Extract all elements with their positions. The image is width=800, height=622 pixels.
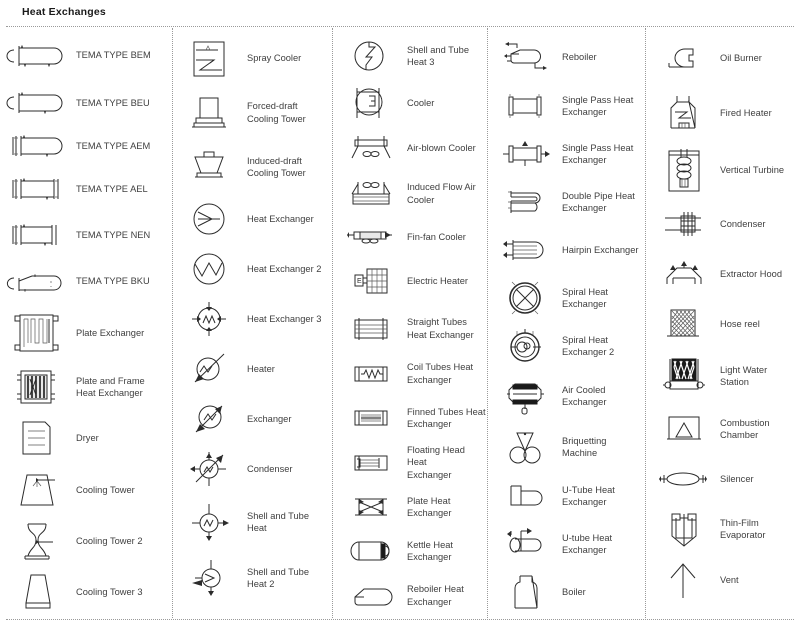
stencil-item-label: Vertical Turbine	[720, 164, 785, 175]
stencil-item-label: TEMA TYPE AEL	[76, 183, 148, 194]
stencil-item-label: Reboiler	[562, 51, 597, 62]
stencil-item-label: U-tube Heat Exchanger	[562, 532, 613, 555]
stencil-item-spray-cooler[interactable]	[173, 32, 332, 85]
combustion-chamber-icon	[654, 412, 714, 446]
stencil-item-label: Forced-draft Cooling Tower	[247, 101, 306, 124]
spiral-heat-exchanger-icon	[496, 278, 556, 318]
stencil-item-cooling-tower-3[interactable]	[0, 567, 172, 618]
tema-type-ael-icon	[8, 176, 70, 202]
stencil-item-label: Heat Exchanger	[247, 213, 314, 224]
stencil-item-air-cooled-exchanger[interactable]	[488, 370, 645, 422]
reboiler-heat-exchanger-icon	[341, 582, 401, 610]
plate-and-frame-heat-exchanger-icon	[8, 366, 70, 408]
stencil-item-spiral-heat-exchanger-2[interactable]	[488, 322, 645, 370]
stencil-item-label: Air Cooled Exchanger	[562, 384, 607, 407]
stencil-item-label: Vent	[720, 574, 739, 585]
stencil-item-single-pass-heat-exchanger-2[interactable]	[488, 130, 645, 178]
stencil-item-label: Exchanger	[247, 413, 292, 424]
stencil-item-plate-and-frame-heat-exchanger[interactable]	[0, 362, 172, 413]
stencil-item-label: Condenser	[720, 218, 766, 229]
stencil-item-cooling-tower[interactable]	[0, 464, 172, 515]
stencil-item-straight-tubes-heat-exchanger[interactable]	[333, 306, 487, 352]
stencil-item-label: Coil Tubes Heat Exchanger	[407, 362, 474, 385]
stencil-item-label: TEMA TYPE AEM	[76, 141, 151, 152]
stencil-item-label: Hairpin Exchanger	[562, 244, 639, 255]
stencil-item-briquetting-machine[interactable]	[488, 422, 645, 472]
hairpin-exchanger-icon	[496, 235, 556, 265]
stencil-item-label: Air-blown Cooler	[407, 143, 476, 154]
stencil-item-label: Kettle Heat Exchanger	[407, 539, 453, 563]
dryer-icon	[8, 418, 70, 458]
stencil-item-label: Double Pipe Heat Exchanger	[562, 190, 635, 213]
stencil-item-label: Heater	[247, 363, 275, 374]
spiral-heat-exchanger-2-icon	[496, 326, 556, 366]
heat-exchanger-2-icon	[181, 249, 241, 289]
stencil-item-label: Fin-fan Cooler	[407, 231, 466, 242]
plate-exchanger-icon	[8, 310, 70, 356]
stencil-item-cooling-tower-2[interactable]	[0, 515, 172, 566]
stencil-item-label: Spiral Heat Exchanger	[562, 286, 608, 309]
stencil-item-fired-heater[interactable]	[646, 85, 800, 141]
stencil-item-double-pipe-heat-exchanger[interactable]	[488, 178, 645, 226]
stencil-item-dryer[interactable]	[0, 413, 172, 464]
stencil-item-label: Finned Tubes Heat Exchanger	[407, 406, 486, 430]
stencil-item-vertical-turbine[interactable]	[646, 141, 800, 199]
fin-fan-cooler-icon	[341, 224, 401, 250]
tema-type-aem-icon	[8, 133, 70, 159]
stencil-item-light-water-station[interactable]	[646, 349, 800, 403]
stencil-item-label: Plate Heat Exchanger	[407, 495, 452, 519]
stencil-item-label: Cooler	[407, 97, 435, 108]
induced-draft-cooling-tower-icon	[181, 146, 241, 188]
stencil-item-label: Single Pass Heat Exchanger	[562, 142, 634, 165]
stencil-item-cooler[interactable]	[333, 80, 487, 126]
air-blown-cooler-icon	[341, 132, 401, 164]
boiler-icon	[496, 572, 556, 612]
stencil-item-plate-exchanger[interactable]	[0, 304, 172, 361]
u-tube-heat-exchanger-icon	[496, 481, 556, 511]
forced-draft-cooling-tower-icon	[181, 92, 241, 134]
column-1	[0, 28, 172, 618]
stencil-item-label: Oil Burner	[720, 53, 762, 64]
stencil-item-oil-burner[interactable]	[646, 32, 800, 85]
cooling-tower-2-icon	[8, 520, 70, 562]
stencil-item-label: Cooling Tower	[76, 484, 135, 495]
stencil-item-label: Floating Head Heat Exchanger	[407, 444, 465, 480]
stencil-item-label: Cooling Tower 3	[76, 587, 143, 598]
single-pass-heat-exchanger-2-icon	[496, 138, 556, 170]
stencil-item-hairpin-exchanger[interactable]	[488, 226, 645, 274]
column-4	[487, 28, 645, 618]
stencil-item-label: Plate Exchanger	[76, 327, 145, 338]
stencil-item-label: Boiler	[562, 586, 586, 597]
stencil-item-label: TEMA TYPE BEU	[76, 97, 150, 108]
stencil-item-heater[interactable]	[173, 344, 332, 394]
stencil-item-label: Shell and Tube Heat 3	[407, 44, 470, 68]
stencil-item-label: TEMA TYPE BKU	[76, 276, 150, 287]
stencil-item-extractor-hood[interactable]	[646, 249, 800, 299]
stencil-item-label: Electric Heater	[407, 276, 468, 287]
stencil-item-heat-exchanger[interactable]	[173, 194, 332, 244]
stencil-item-label: Straight Tubes Heat Exchanger	[407, 317, 474, 340]
stencil-item-thin-film-evaporator[interactable]	[646, 503, 800, 555]
stencil-item-condenser-coil[interactable]	[646, 199, 800, 249]
stencil-item-spiral-heat-exchanger[interactable]	[488, 274, 645, 322]
stencil-item-reboiler[interactable]	[488, 32, 645, 82]
stencil-item-reboiler-heat-exchanger[interactable]	[333, 574, 487, 618]
stencil-item-label: Condenser	[247, 463, 293, 474]
stencil-item-label: Briquetting Machine	[562, 435, 607, 458]
stencil-item-coil-tubes-heat-exchanger[interactable]	[333, 352, 487, 396]
stencil-item-label: Light Water Station	[720, 364, 768, 387]
u-tube-heat-exchanger-2-icon	[496, 526, 556, 562]
stencil-item-label: Thin-Film Evaporator	[720, 517, 766, 540]
extractor-hood-icon	[654, 258, 714, 290]
stencil-item-label: Extractor Hood	[720, 268, 783, 279]
briquetting-machine-icon	[496, 427, 556, 467]
cooling-tower-3-icon	[8, 571, 70, 613]
double-pipe-heat-exchanger-icon	[496, 187, 556, 217]
stencil-item-plate-heat-exchanger[interactable]	[333, 485, 487, 529]
stencil-item-exchanger[interactable]	[173, 394, 332, 444]
stencil-item-label: Shell and Tube Heat 2	[247, 566, 310, 589]
stencil-item-label: Induced-draft Cooling Tower	[247, 155, 306, 178]
stencil-item-label: Fired Heater	[720, 107, 772, 118]
stencil-item-tema-type-bku[interactable]	[0, 259, 172, 304]
stencil-item-heat-exchanger-2[interactable]	[173, 244, 332, 294]
stencil-item-single-pass-heat-exchanger[interactable]	[488, 82, 645, 130]
silencer-icon	[654, 467, 714, 491]
shell-and-tube-heat-3-icon	[341, 35, 401, 77]
stencil-item-tema-type-aem[interactable]	[0, 127, 172, 166]
stencil-item-u-tube-heat-exchanger-2[interactable]	[488, 520, 645, 568]
stencil-item-label: Silencer	[720, 473, 754, 484]
stencil-item-tema-type-ael[interactable]	[0, 166, 172, 211]
stencil-columns	[0, 28, 800, 618]
stencil-item-u-tube-heat-exchanger[interactable]	[488, 472, 645, 520]
stencil-item-tema-type-nen[interactable]	[0, 212, 172, 259]
stencil-item-label: Reboiler Heat Exchanger	[407, 584, 464, 607]
straight-tubes-heat-exchanger-icon	[341, 314, 401, 344]
stencil-item-finned-tubes-heat-exchanger[interactable]	[333, 396, 487, 440]
stencil-item-tema-type-beu[interactable]	[0, 79, 172, 126]
stencil-item-label: Spray Cooler	[247, 53, 302, 64]
condenser-icon	[181, 448, 241, 490]
tema-type-nen-icon	[8, 222, 70, 248]
stencil-item-forced-draft-cooling-tower[interactable]	[173, 85, 332, 140]
stencil-item-label: U-Tube Heat Exchanger	[562, 484, 615, 507]
spray-cooler-icon	[181, 38, 241, 80]
fired-heater-icon	[654, 92, 714, 134]
stencil-item-boiler[interactable]	[488, 568, 645, 616]
vertical-turbine-icon	[654, 145, 714, 195]
tema-type-bku-icon	[8, 269, 70, 295]
air-cooled-exchanger-icon	[496, 376, 556, 416]
condenser-coil-icon	[654, 208, 714, 240]
stencil-item-label: Dryer	[76, 433, 99, 444]
heater-icon	[181, 348, 241, 390]
reboiler-icon	[496, 40, 556, 74]
stencil-item-label: Combustion Chamber	[720, 417, 770, 440]
cooler-icon	[341, 82, 401, 124]
stencil-item-fin-fan-cooler[interactable]	[333, 217, 487, 258]
oil-burner-icon	[654, 43, 714, 75]
title-divider	[6, 26, 794, 27]
stencil-item-silencer[interactable]	[646, 455, 800, 503]
stencil-item-floating-head-heat-exchanger[interactable]	[333, 441, 487, 485]
heat-exchanger-icon	[181, 199, 241, 239]
column-3	[332, 28, 487, 618]
stencil-item-shell-and-tube-heat-2[interactable]	[173, 550, 332, 606]
thin-film-evaporator-icon	[654, 508, 714, 550]
tema-type-bem-icon	[8, 43, 70, 69]
shell-and-tube-heat-2-icon	[181, 556, 241, 600]
stencil-item-label: Single Pass Heat Exchanger	[562, 94, 634, 117]
cooling-tower-icon	[8, 470, 70, 510]
stencil-item-induced-flow-air-cooler[interactable]	[333, 171, 487, 217]
stencil-item-induced-draft-cooling-tower[interactable]	[173, 140, 332, 194]
stencil-item-label: Spiral Heat Exchanger 2	[562, 334, 615, 357]
stencil-item-label: Induced Flow Air Cooler	[407, 182, 476, 205]
induced-flow-air-cooler-icon	[341, 178, 401, 210]
bottom-divider	[6, 619, 794, 620]
stencil-item-kettle-heat-exchanger[interactable]	[333, 529, 487, 573]
stencil-item-shell-and-tube-heat[interactable]	[173, 494, 332, 550]
stencil-item-heat-exchanger-3[interactable]	[173, 294, 332, 344]
page-title: Heat Exchanges	[22, 6, 106, 18]
electric-heater-icon	[341, 263, 401, 301]
stencil-item-combustion-chamber[interactable]	[646, 403, 800, 455]
column-2	[172, 28, 332, 618]
hose-reel-icon	[654, 305, 714, 343]
stencil-item-shell-and-tube-heat-3[interactable]	[333, 32, 487, 80]
floating-head-heat-exchanger-icon	[341, 451, 401, 475]
vent-icon	[654, 560, 714, 600]
svg-text:E: E	[357, 277, 362, 285]
light-water-station-icon	[654, 355, 714, 397]
stencil-item-tema-type-bem[interactable]	[0, 32, 172, 79]
stencil-item-label: TEMA TYPE BEM	[76, 50, 151, 61]
stencil-item-label: Cooling Tower 2	[76, 535, 143, 546]
stencil-item-electric-heater[interactable]	[333, 258, 487, 306]
stencil-item-label: Heat Exchanger 2	[247, 263, 322, 274]
stencil-item-hose-reel[interactable]	[646, 299, 800, 349]
shell-and-tube-heat-icon	[181, 500, 241, 544]
heat-exchanger-3-icon	[181, 298, 241, 340]
finned-tubes-heat-exchanger-icon	[341, 406, 401, 430]
stencil-item-vent[interactable]	[646, 555, 800, 605]
stencil-item-air-blown-cooler[interactable]	[333, 126, 487, 170]
stencil-item-label: Heat Exchanger 3	[247, 313, 322, 324]
stencil-item-label: Hose reel	[720, 318, 760, 329]
kettle-heat-exchanger-icon	[341, 537, 401, 565]
stencil-item-label: Plate and Frame Heat Exchanger	[76, 375, 145, 399]
plate-heat-exchanger-icon	[341, 493, 401, 521]
stencil-item-label: TEMA TYPE NEN	[76, 229, 151, 240]
coil-tubes-heat-exchanger-icon	[341, 362, 401, 386]
exchanger-icon	[181, 398, 241, 440]
column-5	[645, 28, 800, 618]
stencil-item-label: Shell and Tube Heat	[247, 510, 310, 533]
stencil-item-condenser[interactable]	[173, 444, 332, 494]
tema-type-beu-icon	[8, 90, 70, 116]
single-pass-heat-exchanger-icon	[496, 92, 556, 120]
